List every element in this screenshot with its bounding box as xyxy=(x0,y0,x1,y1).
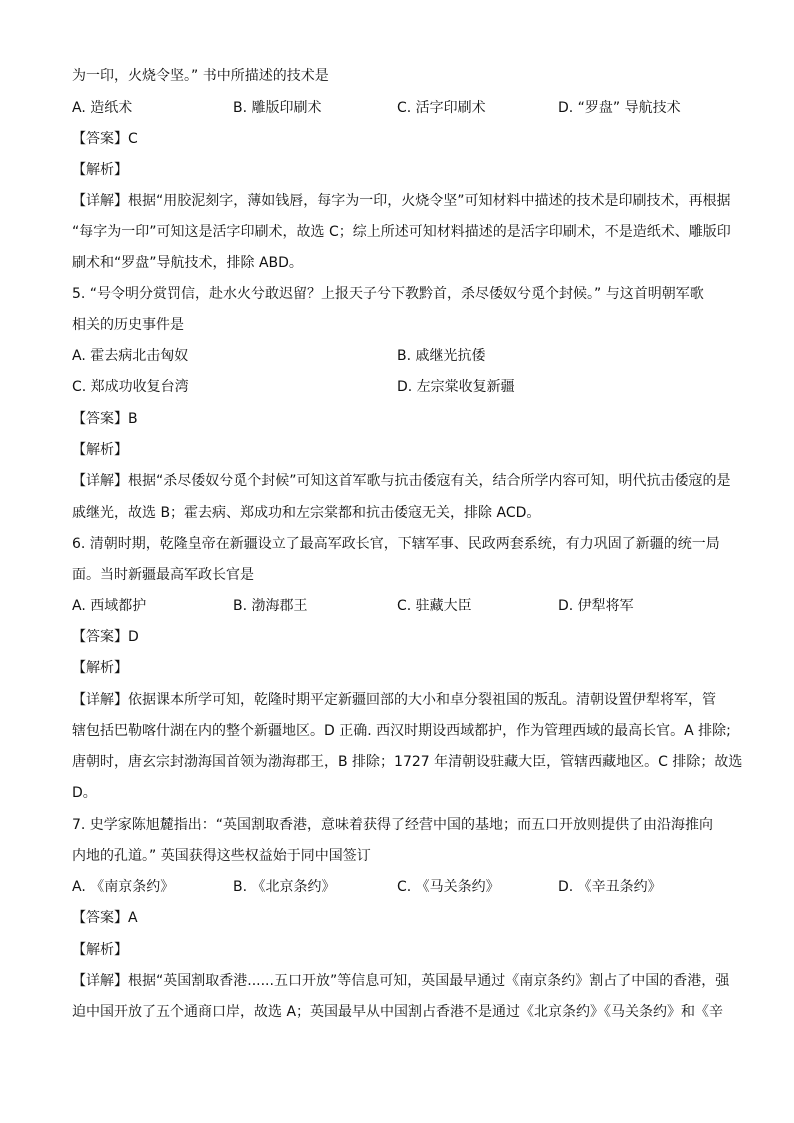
q4-option-b: B. 雕版印刷术 xyxy=(233,100,322,116)
q5-option-d: D. 左宗棠收复新疆 xyxy=(397,379,515,395)
q4-option-d: D. “罗盘” 导航技术 xyxy=(558,100,681,116)
q5-answer: 【答案】B xyxy=(72,411,138,427)
q5-detail-line-1: 【详解】根据“杀尽倭奴兮觅个封候”可知这首军歌与抗击倭寇有关，结合所学内容可知，明代抗击倭寇的是 xyxy=(72,473,731,489)
q7-option-b: B. 《北京条约》 xyxy=(233,879,336,895)
q6-detail-line-1: 【详解】依据课本所学可知，乾隆时期平定新疆回部的大小和卓分裂祖国的叛乱。清朝设置伊犁将军，管 xyxy=(72,692,716,708)
q6-option-b: B. 渤海郡王 xyxy=(233,598,308,614)
q6-stem-line-2: 面。当时新疆最高军政长官是 xyxy=(72,567,254,583)
q6-option-c: C. 驻藏大臣 xyxy=(397,598,472,614)
q4-detail-line-2: “每字为一印”可知这是活字印刷术，故选 C；综上所述可知材料描述的是活字印刷术，不是造纸术、雕版印 xyxy=(72,224,731,240)
q5-analysis-label: 【解析】 xyxy=(72,442,128,458)
q7-stem-line-1: 7. 史学家陈旭麓指出：“英国割取香港，意味着获得了经营中国的基地；而五口开放则提供了由沿海推向 xyxy=(72,817,714,833)
q5-option-b: B. 戚继光抗倭 xyxy=(397,348,486,364)
q6-option-a: A. 西域都护 xyxy=(72,598,147,614)
q6-analysis-label: 【解析】 xyxy=(72,660,128,676)
q4-detail-line-3: 刷术和“罗盘”导航技术，排除 ABD。 xyxy=(72,255,303,271)
q6-option-d: D. 伊犁将军 xyxy=(558,598,634,614)
q5-detail-line-2: 戚继光，故选 B；霍去病、郑成功和左宗棠都和抗击倭寇无关，排除 ACD。 xyxy=(72,505,541,521)
q5-stem-line-2: 相关的历史事件是 xyxy=(72,317,184,333)
q5-option-a: A. 霍去病北击匈奴 xyxy=(72,348,189,364)
q4-detail-line-1: 【详解】根据“用胶泥刻字，薄如钱唇，每字为一印，火烧令坚”可知材料中描述的技术是印刷技术，再根据 xyxy=(72,193,731,209)
q7-option-c: C. 《马关条约》 xyxy=(397,879,500,895)
q6-detail-line-3: 唐朝时，唐玄宗封渤海国首领为渤海郡王，B 排除；1727 年清朝设驻藏大臣，管辖西藏地区。C 排除；故选 xyxy=(72,754,743,770)
q7-analysis-label: 【解析】 xyxy=(72,942,128,958)
q4-option-c: C. 活字印刷术 xyxy=(397,100,486,116)
q6-stem-line-1: 6. 清朝时期，乾隆皇帝在新疆设立了最高军政长官，下辖军事、民政两套系统，有力巩固了新疆的统一局 xyxy=(72,536,720,552)
q4-option-a: A. 造纸术 xyxy=(72,100,133,116)
q7-stem-line-2: 内地的孔道。” 英国获得这些权益始于同中国签订 xyxy=(72,848,371,864)
q4-analysis-label: 【解析】 xyxy=(72,162,128,178)
q7-option-a: A. 《南京条约》 xyxy=(72,879,175,895)
q7-option-d: D. 《辛丑条约》 xyxy=(558,879,662,895)
q6-answer: 【答案】D xyxy=(72,629,139,645)
q5-option-c: C. 郑成功收复台湾 xyxy=(72,379,189,395)
q4-stem-end: 为一印，火烧令坚。” 书中所描述的技术是 xyxy=(72,68,329,84)
q7-answer: 【答案】A xyxy=(72,910,138,926)
q7-detail-line-2: 迫中国开放了五个通商口岸，故选 A；英国最早从中国割占香港不是通过《北京条约》《马关条约》和《辛 xyxy=(72,1004,724,1020)
q6-detail-line-4: D。 xyxy=(72,785,97,801)
q6-detail-line-2: 辖包括巴勒喀什湖在内的整个新疆地区。D 正确. 西汉时期设西域都护，作为管理西域的最高长官。A 排除; xyxy=(72,723,731,739)
q7-detail-line-1: 【详解】根据“英国割取香港......五口开放”等信息可知，英国最早通过《南京条约》割占了中国的香港，强 xyxy=(72,973,730,989)
q4-answer: 【答案】C xyxy=(72,131,138,147)
q5-stem-line-1: 5. “号令明分赏罚信，赴水火兮敢迟留？上报天子兮下教黔首，杀尽倭奴兮觅个封候。” 与这首明朝军歌 xyxy=(72,286,704,302)
